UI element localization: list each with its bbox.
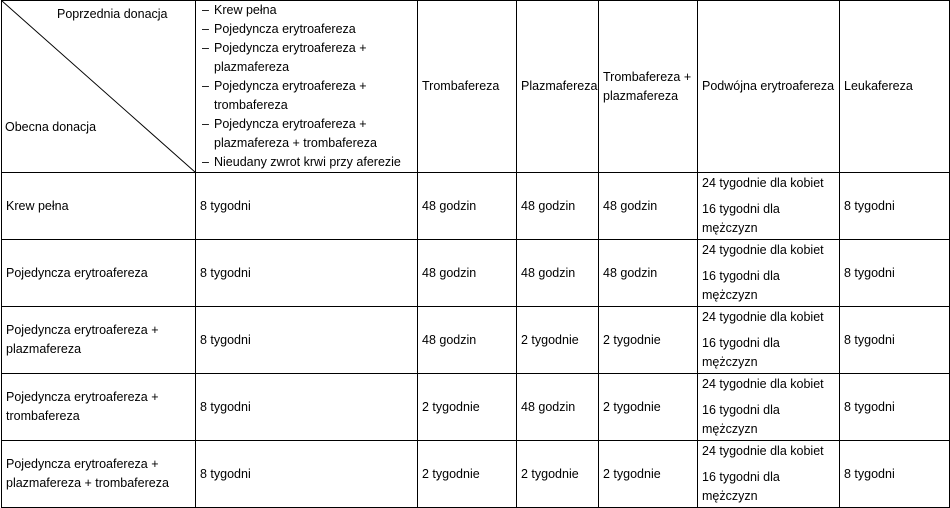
row-label-line: Pojedyncza erytroafereza +: [6, 390, 159, 404]
table-cell: 48 godzin: [599, 240, 698, 307]
row-label: [2, 374, 196, 441]
table-cell: 48 godzin: [418, 173, 517, 240]
table-cell: 48 godzin: [517, 240, 599, 307]
table-cell: 48 godzin: [517, 173, 599, 240]
table-cell: 8 tygodni: [196, 374, 418, 441]
table-cell: 2 tygodnie: [599, 441, 698, 508]
previous-donation-label: Poprzednia donacja: [57, 7, 168, 21]
men-interval: 16 tygodni dla mężczyzn: [702, 202, 780, 235]
list-item: – Pojedyncza erytroafereza + plazmafereza + trombafereza: [200, 115, 413, 153]
women-interval: 24 tygodnie dla kobiet: [702, 444, 824, 458]
table-cell: 2 tygodnie: [517, 307, 599, 374]
header-row: [2, 1, 950, 173]
row-label: [2, 240, 196, 307]
women-interval: 24 tygodnie dla kobiet: [702, 377, 824, 391]
list-item: – Nieudany zwrot krwi przy aferezie: [200, 153, 413, 172]
previous-donation-list: [200, 1, 413, 172]
row-label-line: Pojedyncza erytroafereza +: [6, 323, 159, 337]
table-cell: 8 tygodni: [196, 307, 418, 374]
table-cell: 2 tygodnie: [517, 441, 599, 508]
men-interval: 16 tygodni dla mężczyzn: [702, 403, 780, 436]
men-interval: 16 tygodni dla mężczyzn: [702, 269, 780, 302]
table-cell: 2 tygodnie: [599, 374, 698, 441]
row-label-line: plazmafereza + trombafereza: [6, 476, 169, 490]
table-cell: 8 tygodni: [840, 173, 950, 240]
women-interval: 24 tygodnie dla kobiet: [702, 310, 824, 324]
list-item: – Pojedyncza erytroafereza: [200, 20, 413, 39]
table-cell: 48 godzin: [599, 173, 698, 240]
table-row: [2, 173, 950, 240]
table-cell: [698, 374, 840, 441]
men-interval: 16 tygodni dla mężczyzn: [702, 336, 780, 369]
column-header-trombafereza-plazmafereza: [599, 1, 698, 173]
row-label: [2, 441, 196, 508]
table-cell: 48 godzin: [418, 240, 517, 307]
table-cell: [698, 173, 840, 240]
table-cell: [698, 240, 840, 307]
table-cell: 2 tygodnie: [599, 307, 698, 374]
table-cell: 8 tygodni: [840, 441, 950, 508]
row-label-line: Krew pełna: [6, 198, 69, 213]
row-label: [2, 173, 196, 240]
table-cell: [698, 441, 840, 508]
row-label-line: Pojedyncza erytroafereza: [6, 265, 148, 280]
list-item: – Pojedyncza erytroafereza + trombafereza: [200, 77, 413, 115]
table-row: [2, 240, 950, 307]
column-header-podwojna-erytroafereza: Podwójna erytroafereza: [698, 1, 840, 173]
table-row: [2, 374, 950, 441]
table-row: [2, 441, 950, 508]
table-cell: 48 godzin: [418, 307, 517, 374]
women-interval: 24 tygodnie dla kobiet: [702, 243, 824, 257]
column-header-leukafereza: Leukafereza: [840, 1, 950, 173]
current-donation-label: Obecna donacja: [5, 120, 97, 134]
list-item: – Krew pełna: [200, 1, 413, 20]
table-cell: 8 tygodni: [840, 240, 950, 307]
table-cell: 8 tygodni: [840, 307, 950, 374]
column-header-plazmafereza: Plazmafereza: [517, 1, 599, 173]
column-header-whole-blood-group: [196, 1, 418, 173]
column-header-trombafereza: Trombafereza: [418, 1, 517, 173]
table-cell: 8 tygodni: [196, 240, 418, 307]
table-cell: 2 tygodnie: [418, 441, 517, 508]
table-cell: 8 tygodni: [196, 441, 418, 508]
header-line: plazmafereza: [603, 88, 679, 103]
row-label-line: plazmafereza: [6, 342, 82, 356]
table-row: [2, 307, 950, 374]
women-interval: 24 tygodnie dla kobiet: [702, 176, 824, 190]
row-label-line: Pojedyncza erytroafereza +: [6, 457, 159, 471]
list-item: – Pojedyncza erytroafereza + plazmafereza: [200, 39, 413, 77]
corner-cell: [2, 1, 196, 173]
table-cell: 2 tygodnie: [418, 374, 517, 441]
table-cell: [698, 307, 840, 374]
table-cell: 8 tygodni: [840, 374, 950, 441]
table-cell: 48 godzin: [517, 374, 599, 441]
diagonal-divider: [2, 1, 195, 172]
donation-interval-table: [1, 0, 950, 508]
row-label-line: trombafereza: [6, 409, 80, 423]
men-interval: 16 tygodni dla mężczyzn: [702, 470, 780, 503]
table-cell: 8 tygodni: [196, 173, 418, 240]
header-line: Trombafereza +: [603, 69, 692, 84]
row-label: [2, 307, 196, 374]
